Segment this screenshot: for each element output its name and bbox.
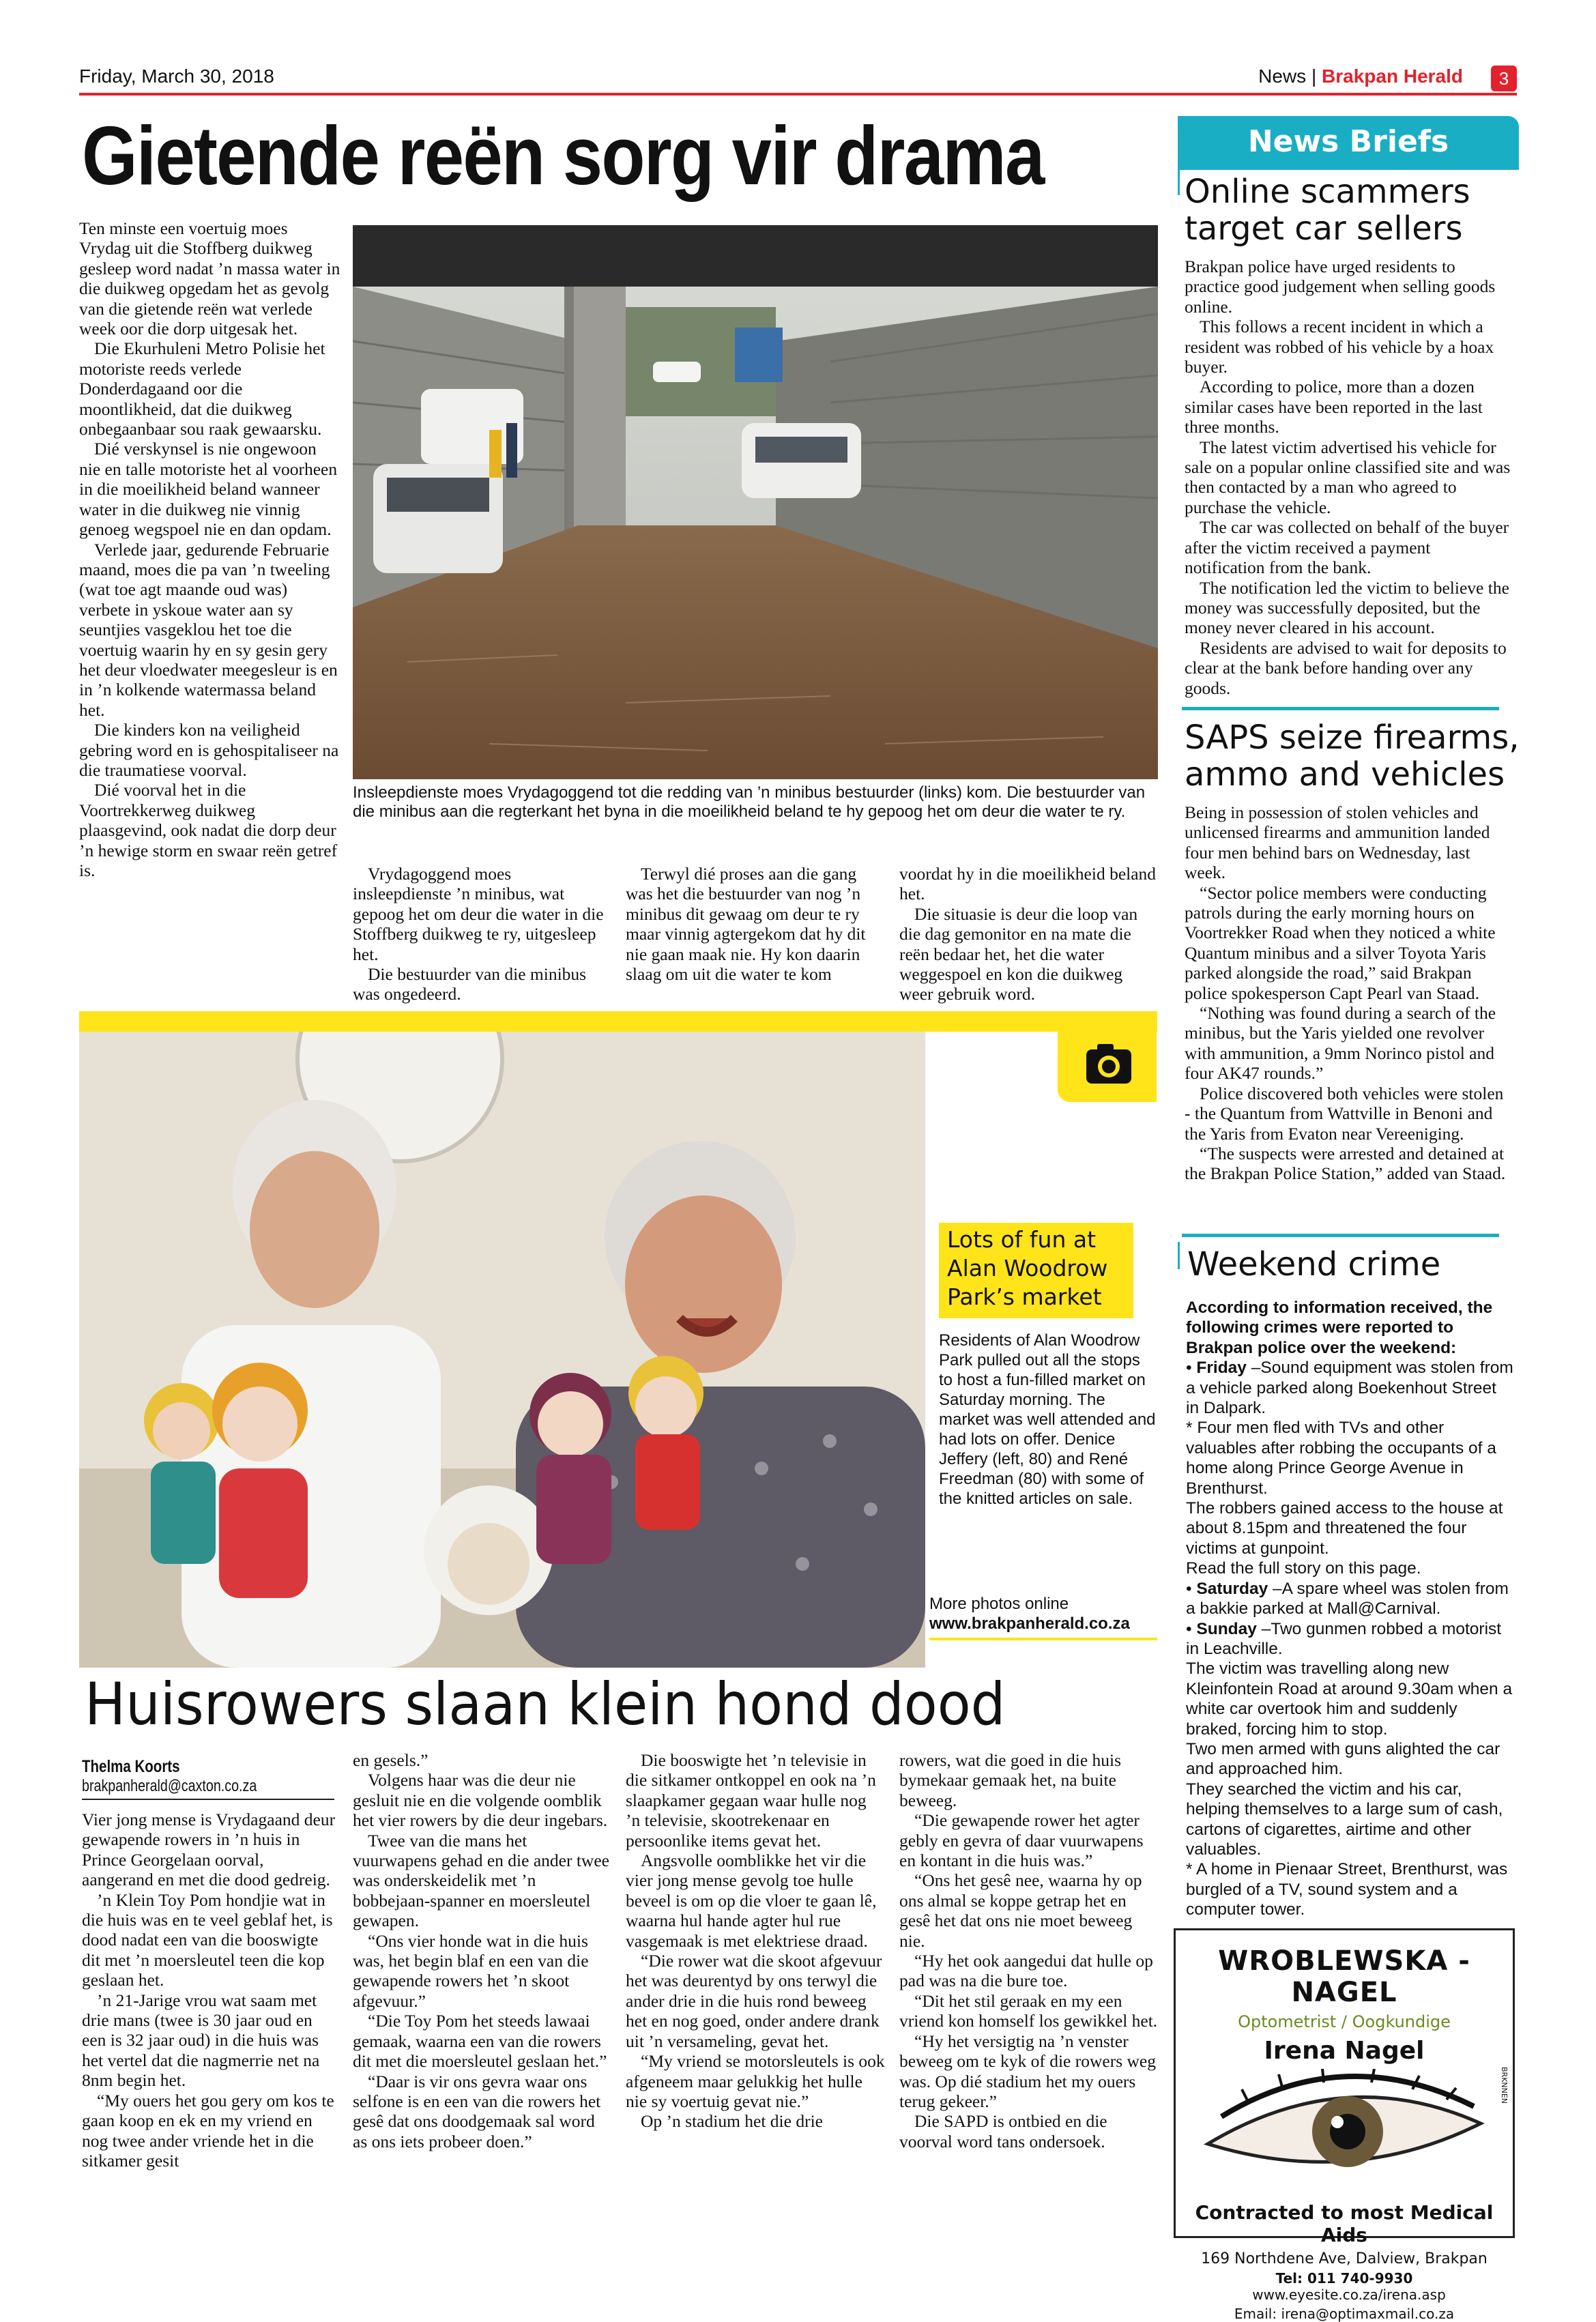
- story2-para: en gesels.”: [353, 1750, 429, 1770]
- byline-rule: [82, 1799, 334, 1800]
- brief1-body: [1185, 257, 1512, 698]
- story1-para: Die Ekurhuleni Metro Polisie het motoriste reeds verlede Donderdagaand oor die moontlikheid, dat die duikweg onbegaanbaar sou raak gewaarsku.: [79, 338, 325, 439]
- story1-para: Die bestuurder van die minibus was ongedeerd.: [353, 964, 587, 1004]
- briefs-top-rule: [1178, 168, 1519, 170]
- brief2-title-line2: ammo and vehicles: [1185, 755, 1505, 794]
- story1-col3: [626, 864, 882, 984]
- ad-contact-line: [1176, 2270, 1513, 2303]
- crime-item: The robbers gained access to the house at about 8.15pm and threatened the four victims at gunpoint.: [1186, 1499, 1503, 1558]
- story2-para: “Die rower wat die skoot afgevuur het was deurentyd by ons terwyl die ander drie in die huis rond beweeg het en nog goed, onder andere drank uit ’n versameling, gevat het.: [626, 1951, 882, 2051]
- optometrist-ad[interactable]: [1174, 1928, 1515, 2322]
- more-photos-label: More photos online: [929, 1595, 1069, 1613]
- weekend-crime-title: Weekend crime: [1187, 1245, 1441, 1283]
- brief2-body: [1185, 802, 1512, 1184]
- ad-subtitle: Optometrist / Oogkundige: [1238, 2012, 1451, 2031]
- ad-name: WROBLEWSKA - NAGEL: [1218, 1945, 1470, 2008]
- crime-sunday-text: –Two gunmen robbed a motorist in Leachville.: [1186, 1619, 1502, 1658]
- story2-para: “My ouers het gou gery om kos te gaan koop en ek en my vriend en nog twee ander vriende het in die sitkamer gesit: [82, 2090, 334, 2171]
- story1-para: Vrydagoggend moes insleepdienste ’n minibus, wat gepoog het om deur die water in die Stoffberg duikweg te ry, uitgesleep het.: [353, 864, 604, 964]
- brief1-title: [1185, 173, 1470, 247]
- feature-caption: Residents of Alan Woodrow Park pulled out all the stops to host a fun-filled market on Saturday morning. The market was well attended and had lots on offer. Denice Jeffery (left, 80) and René Freedman (80) with some of the knitted articles on sale.: [939, 1331, 1156, 1508]
- ad-tel[interactable]: Tel: 011 740-9930: [1275, 2270, 1413, 2287]
- story1-col1: [79, 218, 342, 880]
- story2-para: “Hy het versigtig na ’n venster beweeg om te kyk of die rowers weg was. Op dié stadium het my ouers terug gekeer.”: [899, 2031, 1157, 2111]
- story2-para: Die booswigte het ’n televisie in die sitkamer ontkoppel en ook na ’n slaapkamer gegaan waar hulle nog ’n televisie, skootrekenaar en persoonlike items gevat het.: [626, 1750, 876, 1851]
- crime-item: Two men armed with guns alighted the car and approached him.: [1186, 1739, 1500, 1779]
- story1-para: voordat hy in die moeilikheid beland het.: [899, 864, 1157, 904]
- brief2-para: “The suspects were arrested and detained at the Brakpan Police Station,” added van Staad.: [1185, 1143, 1506, 1184]
- brief2-para: “Nothing was found during a search of the minibus, but the Yaris yielded one revolver with ammunition, a 9mm Norinco pistol and four AK47 rounds.”: [1185, 1003, 1496, 1084]
- crime-item-friday: • Friday –Sound equipment was stolen from a vehicle parked along Boekenhout Street in Dalpark.: [1186, 1359, 1513, 1418]
- story2-para: “Hy het ook aangedui dat hulle op pad was na die bure toe.: [899, 1951, 1153, 1991]
- brief2-para: Police discovered both vehicles were stolen - the Quantum from Wattville in Benoni and the Yaris from Evaton near Vereeniging.: [1185, 1083, 1504, 1144]
- photo-flooded-underpass: [353, 225, 1158, 779]
- story1-para: Ten minste een voertuig moes Vrydag uit die Stoffberg duikweg gesleep word nadat ’n massa water in die duikweg opgedam het as gevolg van die gietende reën wat verlede week oor die dorp uitgesak het.: [79, 218, 340, 339]
- brief1-para: The car was collected on behalf of the buyer after the victim received a payment notification from the bank.: [1185, 517, 1509, 578]
- story2-para: Die SAPD is ontbied en die voorval word tans ondersoek.: [899, 2111, 1107, 2151]
- eye-icon: [1194, 2069, 1494, 2192]
- crime-friday-text: –Sound equipment was stolen from a vehicle parked along Boekenhout Street in Dalpark.: [1186, 1359, 1513, 1418]
- crime-item: * A home in Pienaar Street, Brenthurst, was burgled of a TV, sound system and a computer tower.: [1186, 1860, 1508, 1919]
- brief-separator: [1182, 707, 1499, 710]
- story1-col2: [353, 864, 609, 1004]
- crime-side-rule: [1178, 1242, 1180, 1269]
- brief1-para: Residents are advised to wait for deposits to clear at the bank before handing over any goods.: [1185, 637, 1507, 698]
- brief1-para: The notification led the victim to believe the money was successfully deposited, but the money never cleared in his account.: [1185, 577, 1509, 638]
- story2-para: “Dit het stil geraak en my een vriend kon homself los gewikkel het.: [899, 1990, 1158, 2031]
- crime-item: They searched the victim and his car, helping themselves to a large sum of cash, cartons of cigarettes, airtime and other valuables.: [1186, 1780, 1503, 1859]
- crime-item-saturday: • Saturday –A spare wheel was stolen from a bakkie parked at Mall@Carnival.: [1186, 1579, 1509, 1619]
- more-photos-link[interactable]: www.brakpanherald.co.za: [929, 1614, 1130, 1633]
- ad-tagline: Contracted to most Medical Aids: [1195, 2201, 1494, 2246]
- story1-para: Die kinders kon na veiligheid gebring word en is gehospitaliseer na die traumatiese voorval.: [79, 720, 339, 780]
- more-photos-rule: [929, 1638, 1157, 1640]
- brand-name: Brakpan Herald: [1322, 66, 1463, 87]
- brief1-para: According to police, more than a dozen similar cases have been reported in the last three months.: [1185, 377, 1483, 437]
- flood-illustration: [353, 225, 1158, 779]
- story2-para: “Die gewapende rower het agter gebly en gevra of daar vuurwapens en kontant in die huis was.”: [899, 1810, 1144, 1871]
- story2-para: “Ons vier honde wat in die huis was, het begin blaf en een van die gewapende rowers het ’n skoot afgevuur.”: [353, 1930, 589, 2011]
- header-rule: [79, 93, 1517, 96]
- brief1-para: Brakpan police have urged residents to practice good judgement when selling goods online.: [1185, 257, 1496, 317]
- story2-col2: [353, 1750, 612, 2151]
- crime-day-friday: Friday: [1196, 1359, 1247, 1378]
- crime-item: Read the full story on this page.: [1186, 1559, 1421, 1578]
- brief2-title-line1: SAPS seize firearms,: [1185, 719, 1520, 757]
- story1-para: Dié verskynsel is nie ongewoon nie en talle motoriste het al voorheen in die moeilikheid beland wanneer water in die duikweg nie vinnig genoeg wegspoel nie en dan opdam.: [79, 439, 338, 540]
- story2-para: Twee van die mans het vuurwapens gehad en die ander twee was onderskeidelik met ’n bobbejaan-spanner en moersleutel gewapen.: [353, 1830, 609, 1931]
- story1-para: Verlede jaar, gedurende Februarie maand, moes die pa van ’n tweeling (wat toe agt maande oud was) verbete in yskoue water aan sy seuntjies vasgeklou het toe die voertuig waarin hy en sy gesin gery het deur vloedwater meegesleur is en in ’n kolkende watermassa beland het.: [79, 539, 338, 720]
- news-briefs-banner: News Briefs: [1178, 116, 1519, 168]
- more-photos: [929, 1594, 1157, 1634]
- photo-market-residents: [79, 1032, 925, 1668]
- ad-side-code: BRKNNEN: [1500, 2067, 1509, 2104]
- caption-flood-photo: Insleepdienste moes Vrydagoggend tot die redding van ’n minibus bestuurder (links) kom. Die bestuurder van die minibus aan die regterkant het byna in die moeilikheid beland te hy gepoog het om deur die water te ry.: [353, 783, 1146, 821]
- story2-para: Op ’n stadium het die drie: [641, 2111, 823, 2132]
- crime-day-sunday: Sunday: [1196, 1619, 1257, 1638]
- brief1-para: This follows a recent incident in which a resident was robbed of his vehicle by a hoax buyer.: [1185, 317, 1494, 377]
- feature-title: Lots of fun at Alan Woodrow Park’s market: [939, 1223, 1133, 1318]
- story1-para: Dié voorval het in die Voortrekkerweg duikweg plaasgevind, ook nadat die dorp deur ’n hewige storm en swaar reën getref is.: [79, 780, 338, 880]
- residents-illustration: [79, 1032, 925, 1668]
- story2-col3: [626, 1750, 885, 2132]
- camera-tab: [1058, 1024, 1157, 1102]
- headline-rain: Gietende reën sorg vir drama: [82, 109, 1044, 202]
- crime-intro: According to information received, the following crimes were reported to Brakpan police over the weekend:: [1186, 1298, 1493, 1357]
- story2-col4: [899, 1750, 1159, 2151]
- byline-name: Thelma Koorts: [82, 1757, 180, 1776]
- brief1-para: The latest victim advertised his vehicle for sale on a popular online classified site and was then contacted by a man who agreed to purchase the vehicle.: [1185, 437, 1511, 517]
- headline-robbers: Huisrowers slaan klein hond dood: [85, 1670, 1006, 1739]
- story2-para: “Die Toy Pom het steeds lawaai gemaak, waarna een van die rowers dit met die moersleutel geslaan het.”: [353, 2011, 607, 2072]
- crime-saturday-text: –A spare wheel was stolen from a bakkie parked at Mall@Carnival.: [1186, 1579, 1509, 1619]
- story2-para: “Ons het gesê nee, waarna hy op ons almal se koppe getrap het en gesê het dat ons nie moet beweeg nie.: [899, 1870, 1142, 1951]
- story2-para: Volgens haar was die deur nie gesluit nie en die volgende oomblik het vier rowers by die deur ingebars.: [353, 1770, 608, 1831]
- crime-day-saturday: Saturday: [1196, 1579, 1268, 1598]
- brief1-title-line2: target car sellers: [1185, 209, 1463, 248]
- brief2-para: “Sector police members were conducting patrols during the early morning hours on Voortrekker Road when they noticed a white Quantum minibus and a silver Toyota Yaris parked alongside the road,” said Brakpan police spokesperson Capt Pearl van Staad.: [1185, 882, 1496, 1003]
- header-divider: |: [1311, 66, 1322, 87]
- ad-address: 169 Northdene Ave, Dalview, Brakpan: [1201, 2250, 1488, 2267]
- story2-col1: [82, 1810, 338, 2171]
- page-number: 3: [1491, 66, 1517, 91]
- brief2-para: Being in possession of stolen vehicles and unlicensed firearms and ammunition landed four men behind bars on Wednesday, last week.: [1185, 802, 1490, 883]
- story1-para: Die situasie is deur die loop van die dag gemonitor en na mate die reën bedaar het, het die water weggespoel en kon die duikweg weer gebruik word.: [899, 903, 1138, 1004]
- ad-web[interactable]: www.eyesite.co.za/irena.asp: [1252, 2287, 1446, 2303]
- briefs-side-rule: [1178, 168, 1180, 195]
- story2-para: Angsvolle oomblikke het vir die vier jong mense gevolg toe hulle beveel is om op die vloer te gaan lê, waarna hul hande agter hul rue vasgemaak is met elektriese draad.: [626, 1851, 877, 1951]
- header-section: [1258, 66, 1463, 87]
- byline-email[interactable]: brakpanherald@caxton.co.za: [82, 1777, 257, 1795]
- story1-para: Terwyl dié proses aan die gang was het die bestuurder van nog ’n minibus dit gewaag om deur te ry maar vinnig agtergekom dat hy dit nie gaan maak nie. Hy kon daarin slaag om uit die water te kom: [626, 864, 866, 985]
- story2-para: “My vriend se motorsleutels is ook afgeneem maar gelukkig het hulle nie sy voertuig gevat nie.”: [626, 2051, 885, 2111]
- header-date: Friday, March 30, 2018: [79, 66, 274, 87]
- feature-yellow-band: [79, 1011, 1157, 1032]
- brief2-title: [1185, 719, 1520, 793]
- brief1-title-line1: Online scammers: [1185, 173, 1470, 211]
- story2-para: rowers, wat die goed in die huis bymekaar gemaak het, na buite beweeg.: [899, 1750, 1122, 1810]
- story2-para: ’n 21-Jarige vrou wat saam met drie mans (twee is 30 jaar oud en een is 32 jaar oud) in die huis was het vertel dat die nagmerrie net na 8nm begin het.: [82, 1990, 320, 2091]
- story2-para: ’n Klein Toy Pom hondjie wat in die huis was en te veel geblaf het, is dood nadat een van die booswigte dit met ’n moersleutel teen die kop geslaan het.: [82, 1889, 333, 1990]
- section-label: News: [1258, 66, 1307, 87]
- crime-item: * Four men fled with TVs and other valuables after robbing the occupants of a home along Prince George Avenue in Brenthurst.: [1186, 1419, 1496, 1498]
- story2-para: Vier jong mense is Vrydagaand deur gewapende rowers in ’n huis in Prince Georgelaan oorval, aangerand en met die dood gedreig.: [82, 1810, 336, 1890]
- camera-icon: [1058, 1024, 1157, 1102]
- story2-para: “Daar is vir ons gevra waar ons selfone is en een van die rowers het gesê dat ons doodgemaak sal word as ons iets probeer doen.”: [353, 2071, 601, 2151]
- weekend-crime-body: [1186, 1298, 1513, 1920]
- crime-item-sunday: • Sunday –Two gunmen robbed a motorist in Leachville.: [1186, 1619, 1502, 1658]
- ad-person: Irena Nagel: [1264, 2037, 1425, 2065]
- brief-separator: [1182, 1234, 1499, 1237]
- story1-col4: [899, 864, 1159, 1004]
- ad-email[interactable]: Email: irena@optimaxmail.co.za: [1234, 2306, 1455, 2322]
- crime-item: The victim was travelling along new Kleinfontein Road at around 9.30am when a white car overtook him and suddenly braked, forcing him to stop.: [1186, 1659, 1513, 1739]
